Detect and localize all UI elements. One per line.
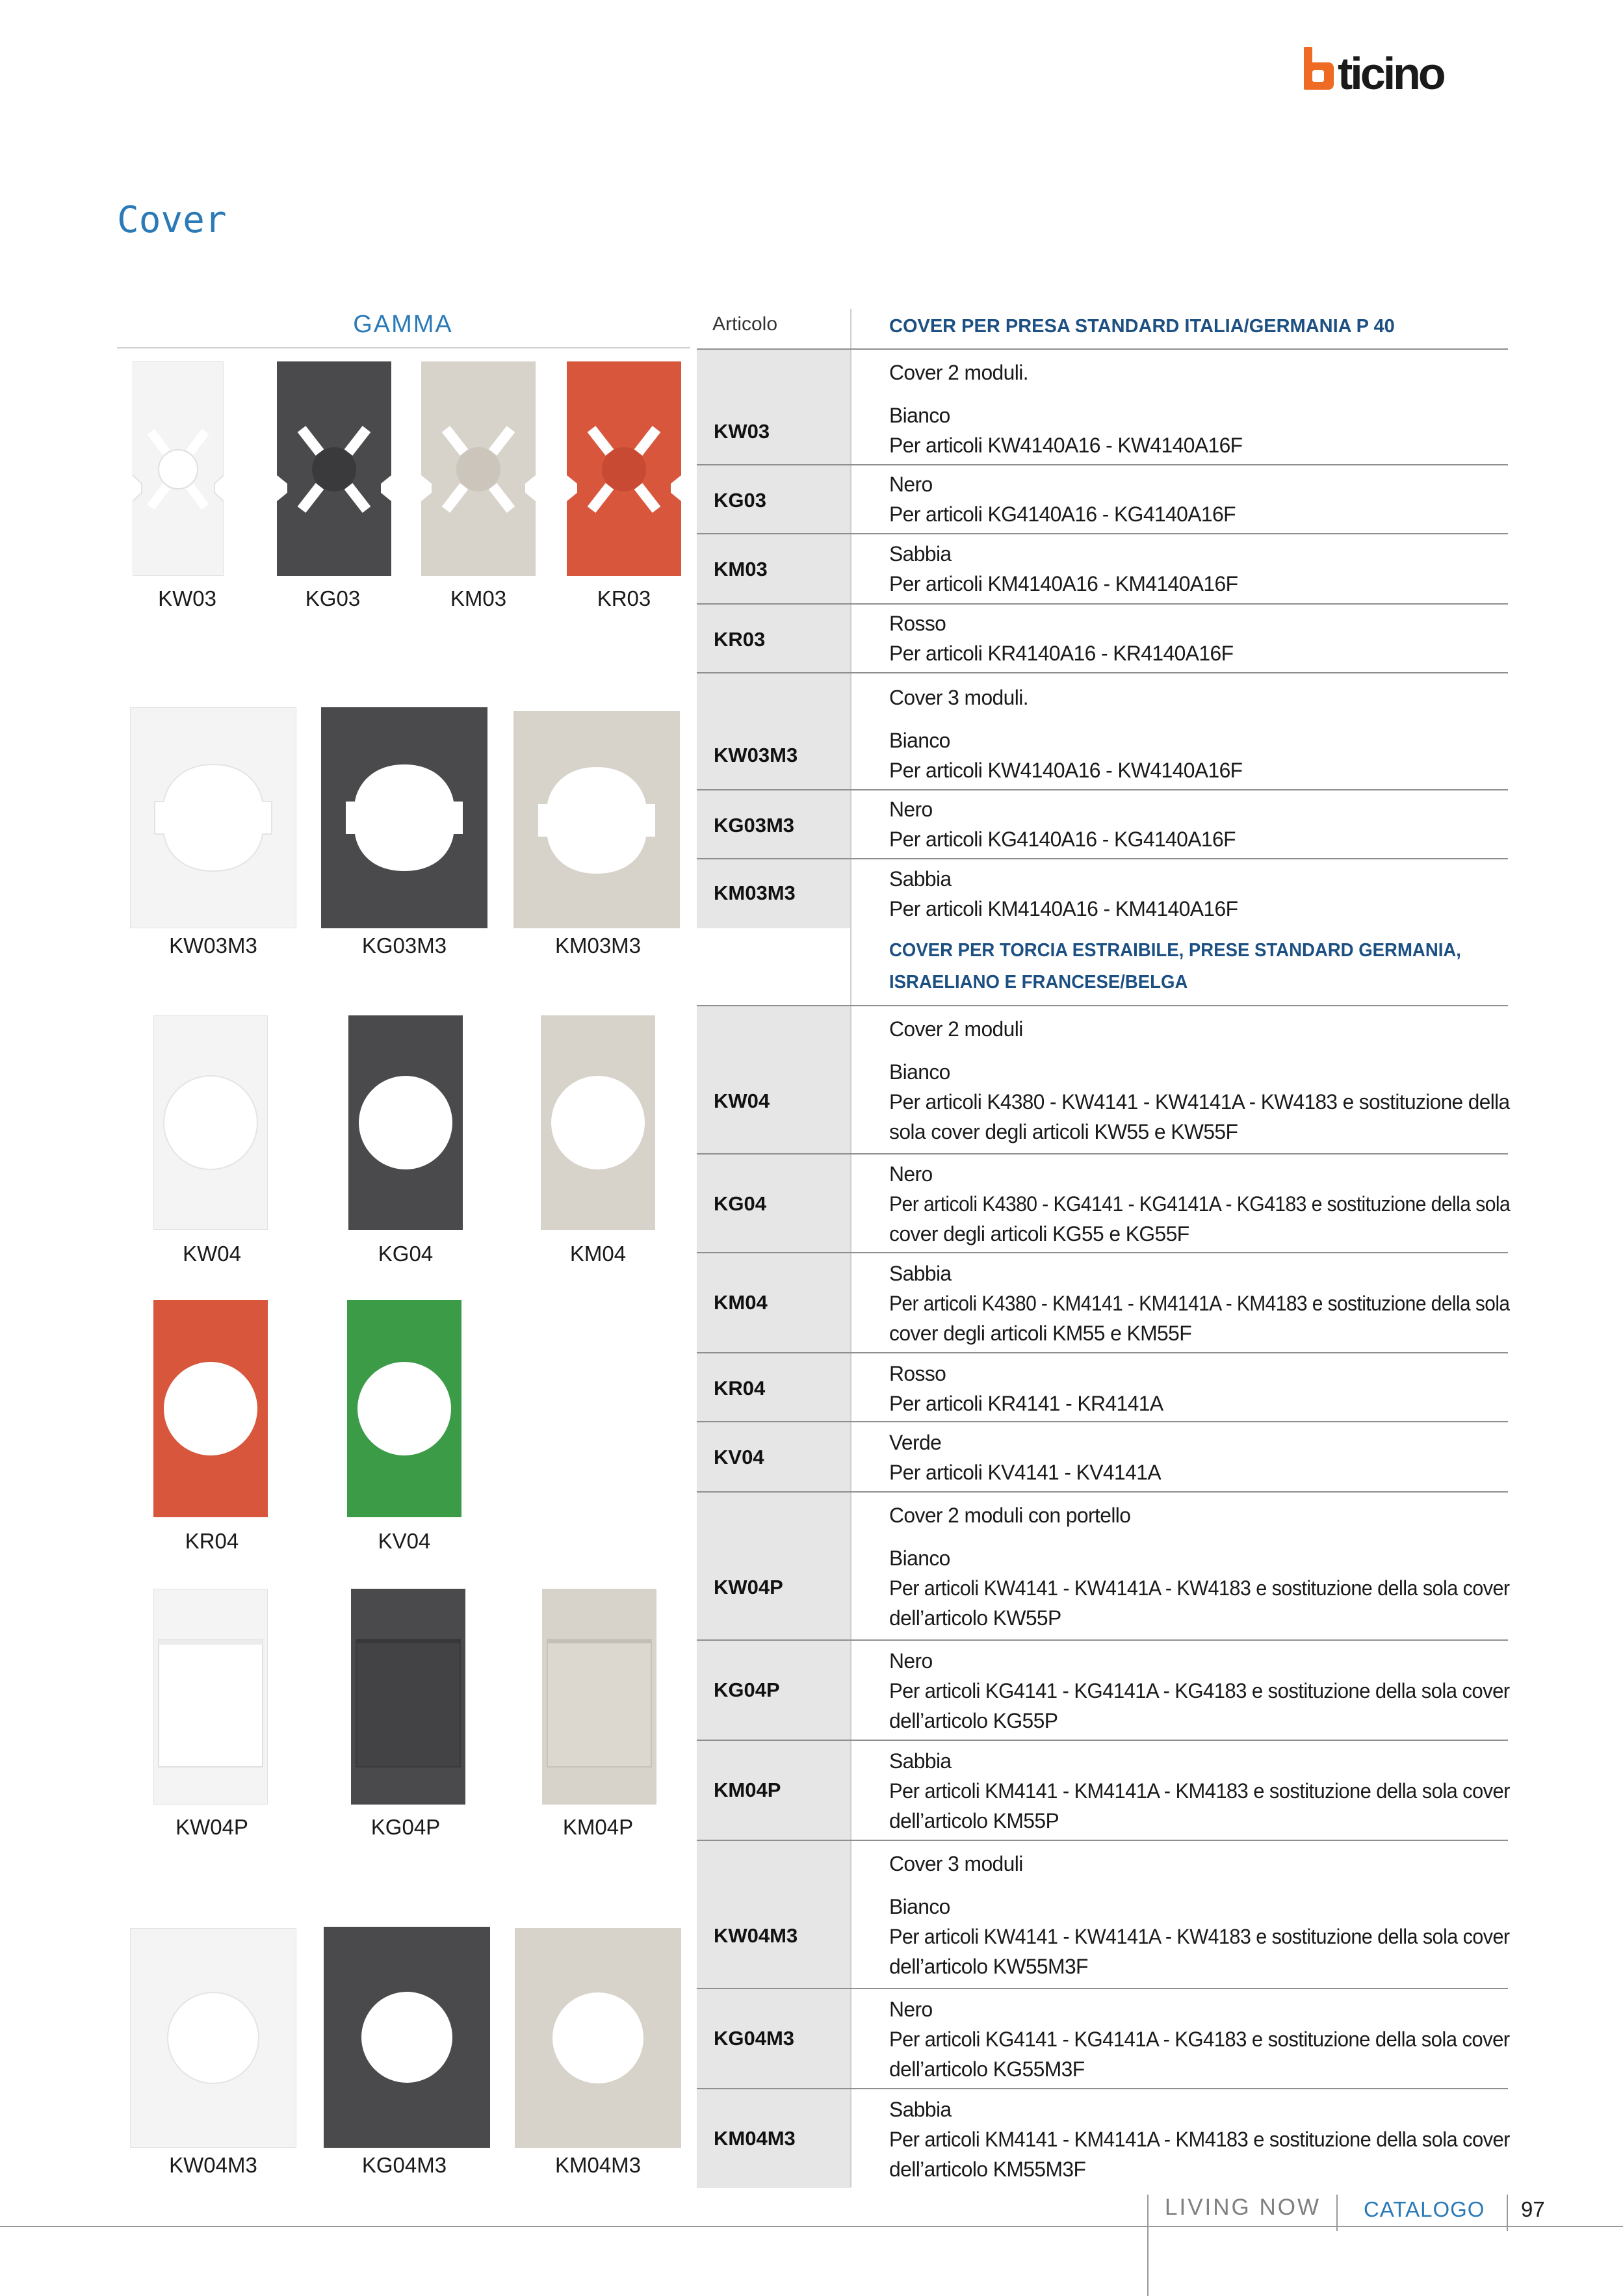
row-separator <box>697 1740 1508 1741</box>
label-km03m3: KM03M3 <box>554 933 642 958</box>
label-kg04m3: KG04M3 <box>361 2153 447 2177</box>
row-separator <box>697 464 1508 465</box>
row-separator <box>697 1005 1508 1006</box>
footer-range-name: LIVING NOW <box>1165 2195 1321 2220</box>
kv04-cover-image <box>347 1300 461 1517</box>
row-separator <box>697 1252 1508 1253</box>
code-cell <box>697 1493 850 1639</box>
article-code: KM03 <box>714 558 768 581</box>
article-code: KM04P <box>714 1779 781 1801</box>
kw04m3-cover-image <box>130 1928 296 2148</box>
code-cell <box>697 790 850 858</box>
kg03m3-cover-image <box>321 707 487 928</box>
kg03-cover-image <box>277 361 391 576</box>
row-description: Verde Per articoli KV4141 - KV4141A <box>889 1431 1161 1484</box>
kr03-cover-image <box>567 361 681 576</box>
article-code: KG04P <box>714 1678 780 1701</box>
row-description: Nero Per articoli KG4141 - KG4141A - KG4183 e sostituzione della sola cover dell’articolo KG55M3F <box>889 1998 1510 2081</box>
row-description: Nero Per articoli KG4140A16 - KG4140A16F <box>889 473 1236 526</box>
label-kg04p: KG04P <box>370 1815 441 1839</box>
article-code: KG04 <box>714 1192 766 1215</box>
page-title: Cover <box>117 199 227 241</box>
kr04-cover-image <box>153 1300 268 1517</box>
row-separator <box>697 1421 1508 1422</box>
section2-title-line2: ISRAELIANO E FRANCESE/BELGA <box>889 972 1188 993</box>
label-kg03: KG03 <box>305 586 361 610</box>
article-code: KR04 <box>714 1377 766 1400</box>
label-km04: KM04 <box>569 1242 627 1266</box>
row-separator <box>697 533 1508 534</box>
label-kw03m3: KW03M3 <box>169 933 257 958</box>
code-cell <box>697 605 850 672</box>
footer-divider <box>1147 2195 1149 2296</box>
row-description: Nero Per articoli KG4141 - KG4141A - KG4183 e sostituzione della sola cover dell’articolo KG55P <box>889 1649 1510 1732</box>
kg04-cover-image <box>348 1015 463 1230</box>
row-separator <box>697 1840 1508 1841</box>
row-separator <box>697 1153 1508 1155</box>
row-description: Cover 2 moduli. Bianco Per articoli KW4140A16 - KW4140A16F <box>889 361 1243 457</box>
km04-cover-image <box>541 1015 655 1230</box>
row-description: Sabbia Per articoli KM4140A16 - KM4140A16F <box>889 867 1238 920</box>
article-code: KW03 <box>714 420 770 443</box>
footer-rule <box>0 2226 1623 2227</box>
article-column-header: Articolo <box>712 313 778 335</box>
row-description: Cover 2 moduli con portello Bianco Per articoli KW4141 - KW4141A - KW4183 e sostituzione della sola cover dell’articolo KW55P <box>889 1504 1510 1630</box>
table-column-divider <box>850 309 851 2187</box>
code-cell <box>697 534 850 603</box>
footer-divider <box>1507 2195 1508 2231</box>
km03-cover-image <box>421 361 536 576</box>
footer-section: CATALOGO <box>1364 2197 1485 2221</box>
label-kg04: KG04 <box>378 1242 434 1266</box>
footer-divider <box>1336 2195 1338 2231</box>
article-code: KW04M3 <box>714 1924 798 1947</box>
kw04p-cover-image <box>153 1589 268 1805</box>
article-code: KR03 <box>714 628 766 651</box>
km03m3-cover-image <box>513 711 680 928</box>
label-kw03: KW03 <box>158 586 216 610</box>
km04p-cover-image <box>542 1589 656 1805</box>
row-description: Cover 3 moduli Bianco Per articoli KW4141 - KW4141A - KW4183 e sostituzione della sola cover dell’articolo KW55M3F <box>889 1852 1510 1978</box>
row-description: Sabbia Per articoli KM4140A16 - KM4140A16F <box>889 542 1238 595</box>
label-kw04p: KW04P <box>175 1815 248 1839</box>
row-separator <box>697 1352 1508 1353</box>
code-cell <box>697 1422 850 1491</box>
row-description: Rosso Per articoli KR4140A16 - KR4140A16F <box>889 612 1234 665</box>
section1-title: COVER PER PRESA STANDARD ITALIA/GERMANIA P 40 <box>889 316 1395 337</box>
gamma-heading: GAMMA <box>353 311 453 338</box>
article-code: KM03M3 <box>714 881 796 904</box>
article-code: KM04M3 <box>714 2127 796 2150</box>
kw03m3-cover-image <box>130 707 296 928</box>
label-km03: KM03 <box>450 586 507 610</box>
code-cell <box>697 350 850 464</box>
row-description: Rosso Per articoli KR4141 - KR4141A <box>889 1362 1163 1415</box>
kw04-cover-image <box>153 1015 268 1230</box>
kw03-cover-image <box>133 361 224 576</box>
row-description: Sabbia Per articoli K4380 - KM4141 - KM4141A - KM4183 e sostituzione della sola cover degli articoli KM55 e KM55F <box>889 1262 1510 1345</box>
label-kg03m3: KG03M3 <box>361 933 447 958</box>
label-kw04m3: KW04M3 <box>169 2153 257 2177</box>
code-cell <box>697 465 850 533</box>
label-kw04: KW04 <box>183 1242 241 1266</box>
row-description: Nero Per articoli KG4140A16 - KG4140A16F <box>889 798 1236 851</box>
label-kr03: KR03 <box>597 586 651 610</box>
code-cell <box>697 673 850 789</box>
code-cell <box>697 2089 850 2188</box>
row-separator <box>697 858 1508 859</box>
article-code: KW04 <box>714 1089 770 1112</box>
row-description: Cover 2 moduli Bianco Per articoli K4380 - KW4141 - KW4141A - KW4183 e sostituzione della sola cover degli articoli KW55 e KW55F <box>889 1017 1510 1143</box>
article-code: KW03M3 <box>714 744 798 766</box>
code-cell <box>697 1155 850 1252</box>
article-code: KV04 <box>714 1446 764 1468</box>
code-cell <box>697 1741 850 1840</box>
code-cell <box>697 1989 850 2088</box>
article-code: KG04M3 <box>714 2027 795 2050</box>
label-km04p: KM04P <box>562 1815 634 1839</box>
label-km04m3: KM04M3 <box>554 2153 642 2177</box>
code-cell <box>697 1006 850 1153</box>
article-code: KM04 <box>714 1291 768 1314</box>
code-cell <box>697 1641 850 1740</box>
article-code: KG03 <box>714 489 766 512</box>
km04m3-cover-image <box>515 1928 681 2148</box>
kg04p-cover-image <box>351 1589 465 1805</box>
svg-text:ticino: ticino <box>1338 48 1444 92</box>
article-code: KG03M3 <box>714 814 795 837</box>
row-separator <box>697 1491 1508 1493</box>
row-separator <box>697 603 1508 605</box>
row-separator <box>697 672 1508 673</box>
row-description: Sabbia Per articoli KM4141 - KM4141A - KM4183 e sostituzione della sola cover dell’articolo KM55P <box>889 1749 1510 1833</box>
row-separator <box>697 789 1508 790</box>
row-separator <box>697 2088 1508 2089</box>
row-separator <box>697 1988 1508 1989</box>
section2-title-line1: COVER PER TORCIA ESTRAIBILE, PRESE STANDARD GERMANIA, <box>889 940 1461 961</box>
row-description: Cover 3 moduli. Bianco Per articoli KW4140A16 - KW4140A16F <box>889 686 1243 782</box>
section2-title <box>889 935 1461 998</box>
gamma-rule <box>117 347 690 348</box>
row-description: Nero Per articoli K4380 - KG4141 - KG4141A - KG4183 e sostituzione della sola cover degli articoli KG55 e KG55F <box>889 1162 1511 1246</box>
bticino-logo <box>1301 46 1509 92</box>
page-number: 97 <box>1521 2197 1545 2221</box>
kg04m3-cover-image <box>324 1927 490 2148</box>
row-separator <box>697 1639 1508 1641</box>
label-kr04: KR04 <box>185 1529 239 1553</box>
code-cell <box>697 1353 850 1421</box>
label-kv04: KV04 <box>378 1529 431 1553</box>
row-description: Sabbia Per articoli KM4141 - KM4141A - KM4183 e sostituzione della sola cover dell’articolo KM55M3F <box>889 2098 1510 2181</box>
article-code: KW04P <box>714 1576 783 1598</box>
code-cell <box>697 859 850 928</box>
code-cell <box>697 1253 850 1352</box>
code-cell <box>697 1841 850 1988</box>
